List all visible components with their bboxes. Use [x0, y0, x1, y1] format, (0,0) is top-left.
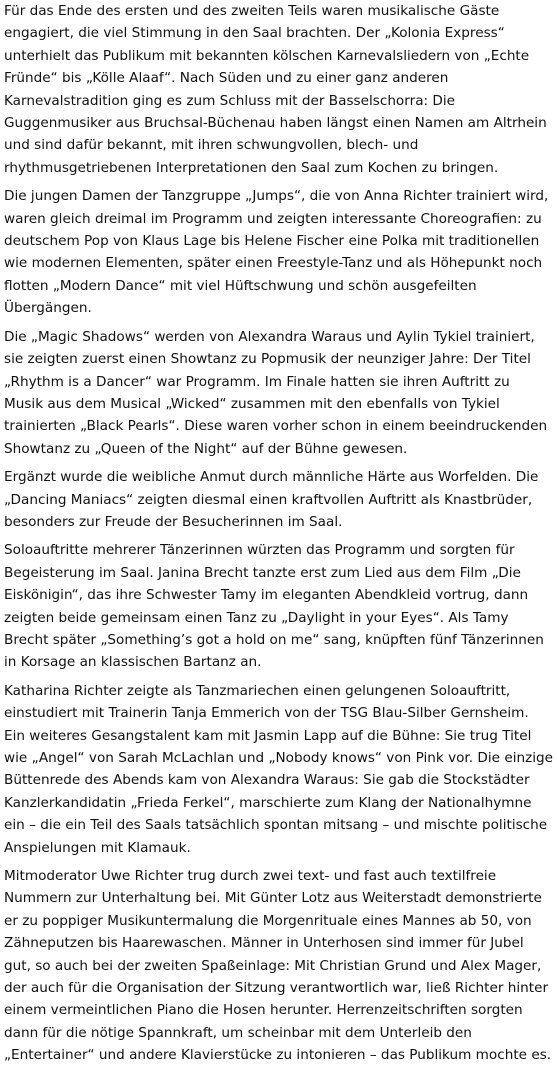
- paragraph-magic-shadows: Die „Magic Shadows“ werden von Alexandra Waraus und Aylin Tykiel trainiert, sie zeigten zuerst einen Showtanz zu Popmusik der neunziger Jahre: Der Titel „Rhythm is a Dancer“ war Programm. Im Finale hatten sie ihren Auftritt zu Musik aus dem Musical „Wicked“ zusammen mit den ebenfalls von Tykiel trainierten „Black Pearls“. Diese waren vorher schon in einem beeindruckenden Showtanz zu „Queen of the Night“ auf der Bühne gewesen.: [4, 328, 548, 457]
- paragraph-jumps-dance-group: Die jungen Damen der Tanzgruppe „Jumps“, die von Anna Richter trainiert wird, waren gleich dreimal im Programm und zeigten interessante Choreografien: zu deutschem Pop von Klaus Lage bis Helene Fischer eine Polka mit traditionellen wie modernen Elementen, später einen Freestyle-Tanz und als Höhepunkt noch flotten „Modern Dance“ mit viel Hüftschwung und schön ausgefeilten Übergängen.: [4, 188, 549, 317]
- paragraph-dancing-maniacs: Ergänzt wurde die weibliche Anmut durch männliche Härte aus Worfelden. Die „Dancing Maniacs“ zeigten diesmal einen kraftvollen Auftritt als Knastbrüder, besonders zur Freude der Besucherinnen im Saal.: [4, 469, 539, 530]
- paragraph-uwe-richter: Mitmoderator Uwe Richter trug durch zwei text- und fast auch textilfreie Nummern zur Unterhaltung bei. Mit Günter Lotz aus Weiterstadt demonstrierte er zu poppiger Musikuntermalung die Morgenrituale eines Mannes ab 50, von Zähneputzen bis Haarewaschen. Männer in Unterhosen sind immer für Jubel gut, so auch bei der zweiten Spaßeinlage: Mit Christian Grund und Alex Mager, der auch für die Organisation der Sitzung verantwortlich war, ließ Richter hinter einem vermeintlichen Piano die Hosen herunter. Herrenzeitschriften sorgten dann für die nötige Spannkraft, um scheinbar mit dem Unterleib den „Entertainer“ und andere Klavierstücke zu intonieren – das Publikum mochte es.: [4, 868, 552, 1064]
- paragraph-musical-guests: Für das Ende des ersten und des zweiten Teils waren musikalische Gäste engagiert, die viel Stimmung in den Saal brachten. Der „Kolonia Express“ unterhielt das Publikum mit bekannten kölschen Karnevalsliedern von „Echte Fründe“ bis „Kölle Alaaf“. Nach Süden und zu einer ganz anderen Karnevalstradition ging es zum Schluss mit der Basselschorra: Die Guggenmusiker aus Bruchsal-Büchenau haben längst einen Namen am Altrhein und sind dafür bekannt, mit ihren schwungvollen, blech- und rhythmusgetriebenen Interpretationen den Saal zum Kochen zu bringen.: [4, 3, 547, 176]
- paragraph-katharina-richter: Katharina Richter zeigte als Tanzmariechen einen gelungenen Soloauftritt, einstudiert mit Trainerin Tanja Emmerich von der TSG Blau-Silber Gernsheim. Ein weiteres Gesangstalent kam mit Jasmin Lapp auf die Bühne: Sie trug Titel wie „Angel“ von Sarah McLachlan und „Nobody knows“ von Pink vor. Die einzige Büttenrede des Abends kam von Alexandra Waraus: Sie gab die Stockstädter Kanzlerkandidatin „Frieda Ferkel“, marschierte zum Klang der Nationalhymne ein – die ein Teil des Saals tatsächlich spontan mitsang – und mischte politische Anspielungen mit Klamauk.: [4, 682, 554, 856]
- paragraph-solo-performances: Soloauftritte mehrerer Tänzerinnen würzten das Programm und sorgten für Begeisterung im Saal. Janina Brecht tanzte erst zum Lied aus dem Film „Die Eiskönigin“, das ihre Schwester Tamy im eleganten Abendkleid vortrug, dann zeigten beide gemeinsam einen Tanz zu „Daylight in your Eyes“. Als Tamy Brecht später „Something’s got a hold on me“ sang, knüpften fünf Tänzerinnen in Korsage an klassischen Bartanz an.: [4, 542, 544, 671]
